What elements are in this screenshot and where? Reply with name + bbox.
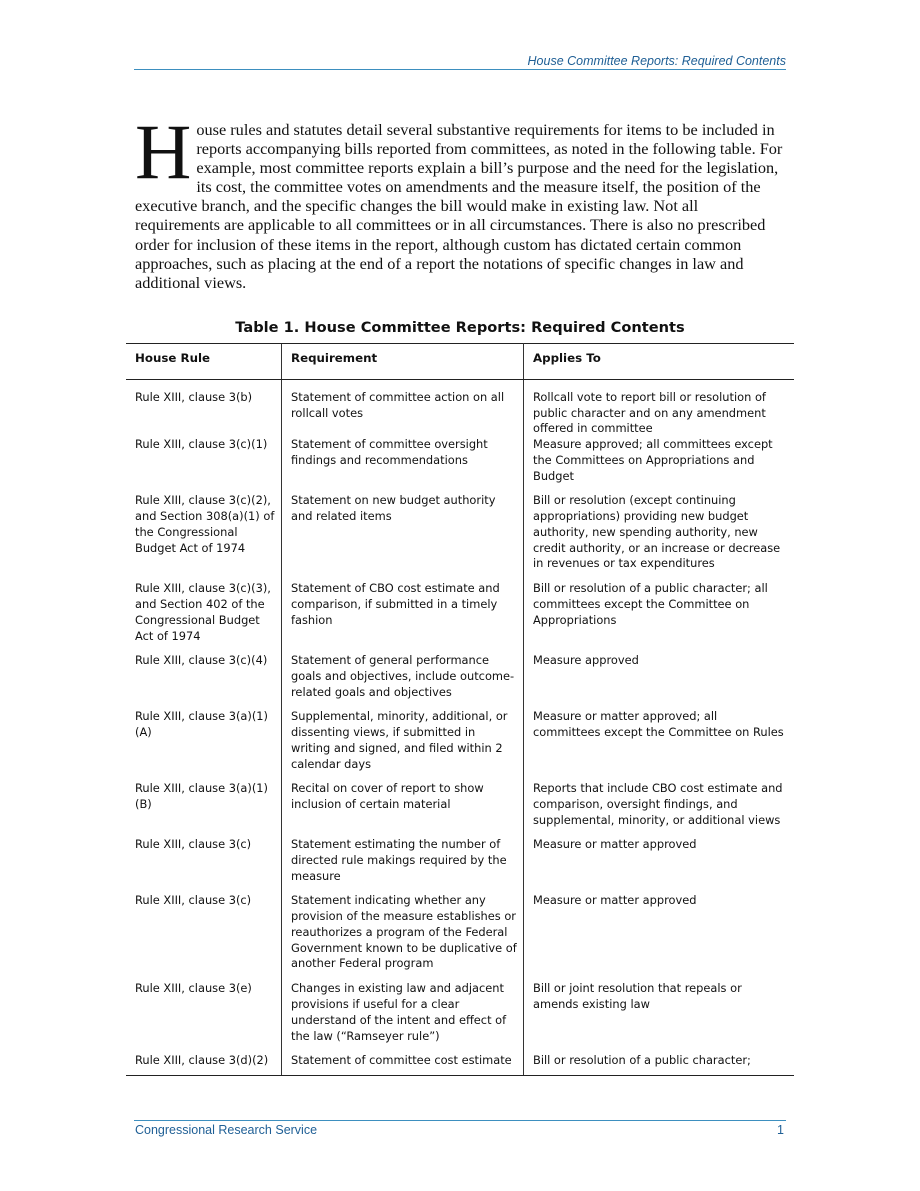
cell-house-rule: Rule XIII, clause 3(d)(2): [126, 1053, 282, 1076]
cell-house-rule: Rule XIII, clause 3(a)(1)(B): [135, 781, 268, 811]
cell-applies-to: Measure or matter approved; all committees except the Committee on Rules: [533, 709, 784, 739]
cell-requirement: Statement on new budget authority and related items: [282, 493, 524, 581]
cell-house-rule: Rule XIII, clause 3(a)(1)(A): [135, 709, 268, 739]
table-row: [126, 653, 794, 709]
table-row: [126, 1053, 794, 1076]
running-header-title: House Committee Reports: Required Contents: [527, 54, 786, 68]
header-divider: [134, 69, 786, 70]
cell-applies-to: Bill or joint resolution that repeals or amends existing law: [533, 981, 742, 1011]
table-row: [126, 493, 794, 581]
cell-house-rule: Rule XIII, clause 3(c)(1): [135, 437, 268, 452]
cell-requirement: Statement estimating the number of directed rule makings required by the measure: [282, 837, 524, 893]
cell-house-rule: Rule XIII, clause 3(c): [135, 893, 252, 908]
table-row: [126, 437, 794, 493]
column-header-applies-to: Applies To: [524, 344, 795, 380]
cell-requirement: Changes in existing law and adjacent provisions if useful for a clear understand of the intent and effect of the law (“Ramseyer rule”): [282, 981, 524, 1053]
page-number: 1: [777, 1123, 784, 1137]
cell-applies-to: Measure approved; all committees except the Committees on Appropriations and Budget: [533, 437, 773, 483]
requirements-table: [126, 343, 794, 1076]
cell-requirement: Supplemental, minority, additional, or dissenting views, if submitted in writing and signed, and filed within 2 calendar days: [282, 709, 524, 781]
table-row: [126, 981, 794, 1053]
cell-requirement: Statement of committee cost estimate: [282, 1053, 524, 1076]
intro-text: ouse rules and statutes detail several substantive requirements for items to be included in reports accompanying bills reported from committees, as noted in the following table. For example, most committee reports explain a bill’s purpose and the need for the legislation, its cost, the committee votes on amendments and the measure itself, the position of the executive branch, and the specific changes the bill would make in existing law. Not all requirements are applicable to all committees or in all circumstances. There is also no prescribed order for inclusion of these items in the report, although custom has dictated certain common approaches, such as placing at the end of a report the notations of specific changes in law and additional views.: [135, 120, 783, 292]
cell-applies-to: Rollcall vote to report bill or resolution of public character and on any amendment offered in committee: [533, 389, 766, 436]
table-header-row: [126, 344, 794, 380]
cell-applies-to: Bill or resolution of a public character; all committees except the Committee on Appropriations: [533, 581, 768, 627]
footer-source: Congressional Research Service: [135, 1123, 318, 1137]
cell-requirement: Statement of CBO cost estimate and comparison, if submitted in a timely fashion: [282, 581, 524, 653]
column-header-requirement: Requirement: [282, 344, 524, 380]
table-row: [126, 837, 794, 893]
cell-house-rule: Rule XIII, clause 3(c)(3), and Section 402 of the Congressional Budget Act of 1974: [135, 581, 271, 643]
drop-cap: H: [135, 108, 192, 195]
table-row: [126, 893, 794, 981]
column-header-house-rule: House Rule: [126, 344, 282, 380]
footer-divider: [134, 1120, 786, 1121]
cell-applies-to: Bill or resolution (except continuing appropriations) providing new budget authority, new spending authority, new credit authority, or an increase or decrease in revenues or tax expenditures: [533, 493, 781, 571]
cell-requirement: Statement of committee oversight findings and recommendations: [282, 437, 524, 493]
table-row: [126, 781, 794, 837]
cell-applies-to: Measure or matter approved: [533, 893, 697, 908]
cell-requirement: Recital on cover of report to show inclusion of certain material: [282, 781, 524, 837]
table-row: [126, 379, 794, 437]
cell-house-rule: Rule XIII, clause 3(c): [135, 837, 252, 852]
cell-applies-to: Measure or matter approved: [533, 837, 697, 852]
intro-paragraph: [135, 108, 783, 292]
cell-house-rule: Rule XIII, clause 3(e): [135, 981, 252, 996]
cell-requirement: Statement indicating whether any provision of the measure establishes or reauthorizes a program of the Federal Government known to be duplicative of another Federal program: [282, 893, 524, 981]
cell-applies-to: Bill or resolution of a public character;: [524, 1053, 795, 1076]
table-row: [126, 581, 794, 653]
cell-house-rule: Rule XIII, clause 3(c)(2), and Section 308(a)(1) of the Congressional Budget Act of 1974: [135, 493, 275, 555]
table-caption: Table 1. House Committee Reports: Required Contents: [235, 319, 685, 336]
cell-house-rule: Rule XIII, clause 3(b): [135, 389, 253, 404]
cell-requirement: Statement of general performance goals and objectives, include outcome-related goals and objectives: [282, 653, 524, 709]
cell-applies-to: Measure approved: [533, 653, 639, 668]
cell-house-rule: Rule XIII, clause 3(c)(4): [135, 653, 268, 668]
cell-requirement: Statement of committee action on all rollcall votes: [282, 379, 524, 437]
cell-applies-to: Reports that include CBO cost estimate and comparison, oversight findings, and supplemental, minority, or additional views: [533, 781, 783, 827]
table-row: [126, 709, 794, 781]
